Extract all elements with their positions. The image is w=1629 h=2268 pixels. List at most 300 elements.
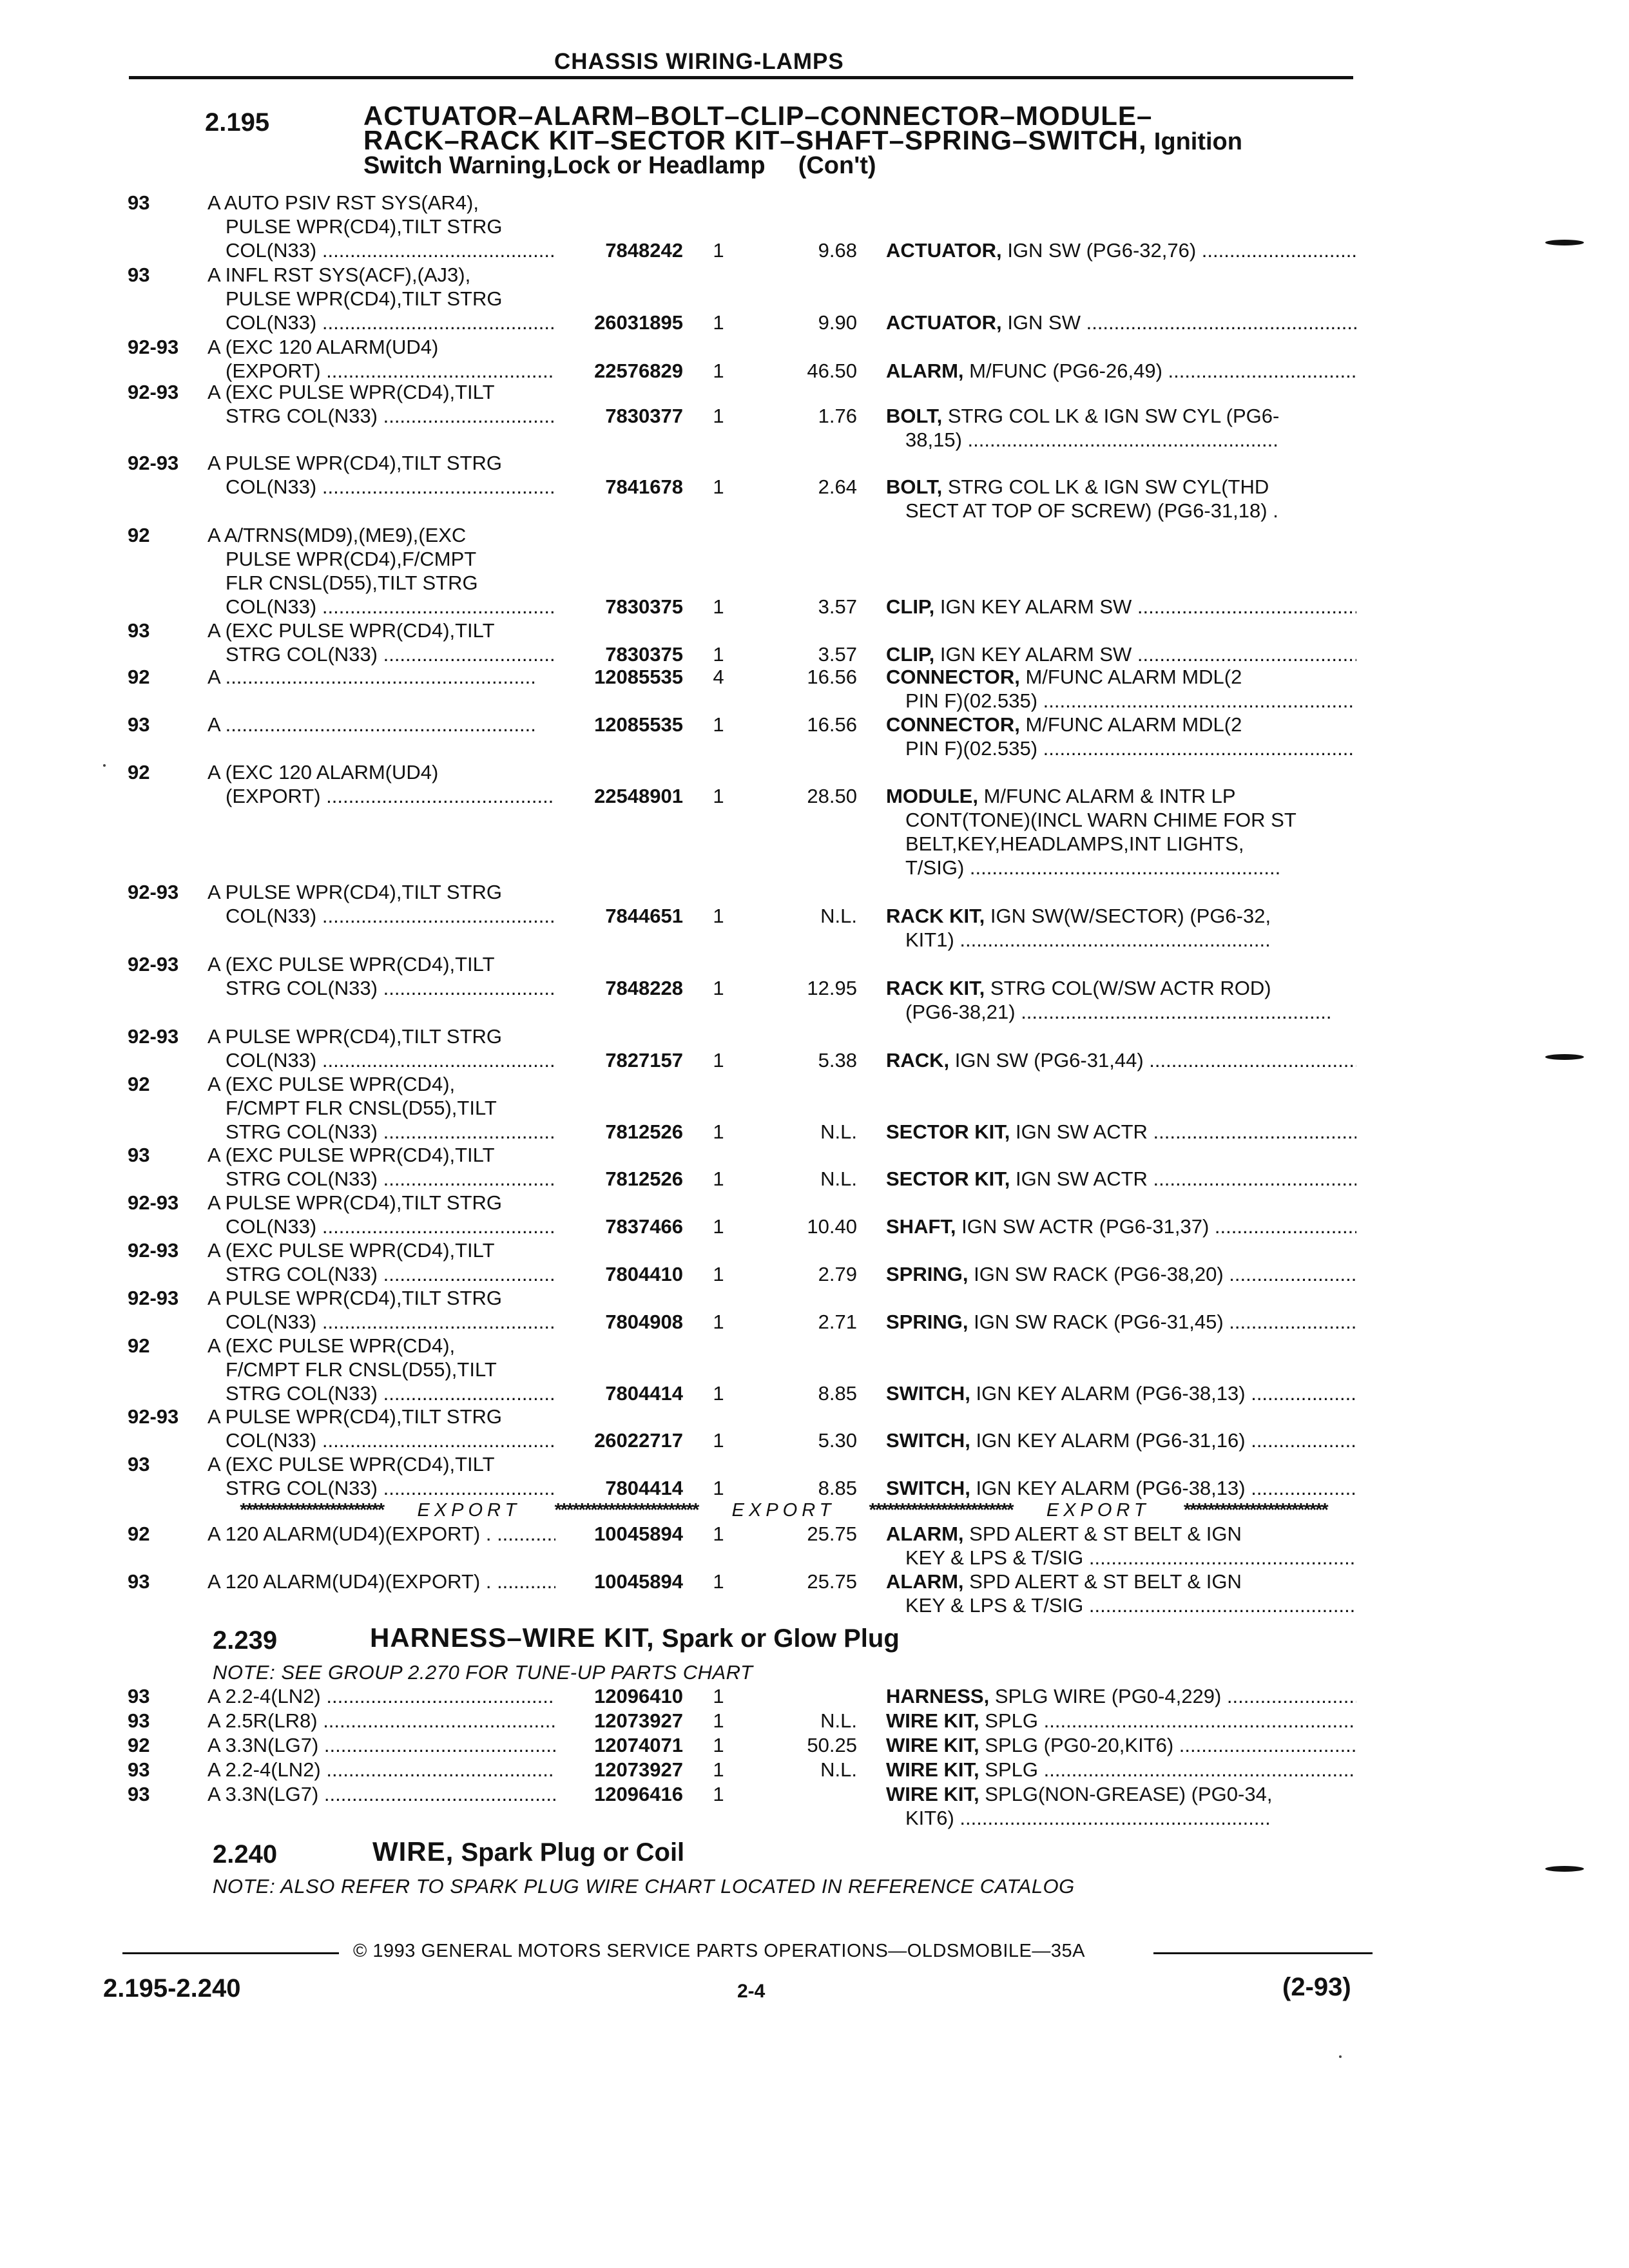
price: 10.40 bbox=[807, 1215, 857, 1238]
section-2240-note: NOTE: ALSO REFER TO SPARK PLUG WIRE CHART LOCATED IN REFERENCE CATALOG bbox=[213, 1875, 1075, 1898]
description-line: COL(N33) ..... bbox=[207, 1428, 555, 1452]
description-line: A PULSE WPR(CD4),TILT STRG bbox=[207, 881, 503, 903]
model-year: 92-93 bbox=[128, 1405, 179, 1428]
part-name-detail: IGN SW (PG6-32,76) bbox=[1007, 239, 1197, 262]
quantity: 1 bbox=[713, 1685, 724, 1707]
description-line: COL(N33) ..... bbox=[207, 1215, 555, 1238]
application-description bbox=[207, 380, 555, 428]
part-name bbox=[886, 1120, 1356, 1144]
section-2195-title bbox=[363, 102, 1242, 180]
part-name-detail: SPLG WIRE (PG0-4,229) bbox=[994, 1685, 1222, 1707]
description-line: A PULSE WPR(CD4),TILT STRG bbox=[207, 1025, 503, 1048]
model-year: 92 bbox=[128, 1734, 150, 1756]
part-name bbox=[886, 1684, 1356, 1708]
part-name-detail: IGN SW ACTR bbox=[1015, 1120, 1148, 1143]
model-year: 92 bbox=[128, 761, 150, 783]
part-name-line bbox=[886, 404, 1356, 428]
part-name-detail: SPLG (PG0-20,KIT6) bbox=[985, 1734, 1174, 1756]
part-name-line bbox=[886, 238, 1356, 262]
part-name bbox=[886, 1048, 1356, 1072]
quantity: 1 bbox=[713, 1709, 724, 1732]
description-line: A (EXC PULSE WPR(CD4),TILT bbox=[207, 381, 495, 403]
quantity: 1 bbox=[713, 1570, 724, 1593]
section-2195-title-line2: RACK–RACK KIT–SECTOR KIT–SHAFT–SPRING–SWITCH, Ignition bbox=[363, 125, 1242, 155]
description-line: A ..... bbox=[207, 713, 555, 736]
scan-speck bbox=[1339, 2055, 1342, 2058]
part-name-detail: IGN SW RACK (PG6-31,45) bbox=[974, 1311, 1224, 1333]
application-description bbox=[207, 952, 555, 1000]
part-name-detail: M/FUNC ALARM MDL(2 bbox=[1025, 713, 1242, 736]
description-line: A (EXC PULSE WPR(CD4), bbox=[207, 1334, 456, 1357]
model-year: 92-93 bbox=[128, 452, 179, 474]
part-number: 7804414 bbox=[605, 1382, 683, 1405]
price: 3.57 bbox=[818, 595, 857, 618]
part-name bbox=[886, 1733, 1356, 1757]
part-name bbox=[886, 359, 1356, 383]
price: 12.95 bbox=[807, 977, 857, 999]
footer-rule-right bbox=[1153, 1952, 1373, 1954]
part-number: 12085535 bbox=[594, 666, 683, 688]
part-number: 12073927 bbox=[594, 1758, 683, 1781]
application-description bbox=[207, 713, 555, 736]
application-description bbox=[207, 880, 555, 928]
part-name-line bbox=[886, 475, 1356, 499]
part-name-line: KEY & LPS & T/SIG ..... bbox=[886, 1546, 1356, 1570]
part-name-keyword: SWITCH, bbox=[886, 1477, 970, 1499]
application-description bbox=[207, 1782, 555, 1806]
model-year: 92-93 bbox=[128, 881, 179, 903]
description-line: A 2.5R(LR8) ..... bbox=[207, 1709, 555, 1733]
application-description bbox=[207, 1758, 555, 1782]
part-name bbox=[886, 475, 1356, 523]
part-number: 7804410 bbox=[605, 1263, 683, 1285]
price: 46.50 bbox=[807, 360, 857, 382]
part-name-keyword: SWITCH, bbox=[886, 1429, 970, 1452]
price: 16.56 bbox=[807, 666, 857, 688]
part-name-line: BELT,KEY,HEADLAMPS,INT LIGHTS, bbox=[905, 832, 1244, 855]
part-name-detail: STRG COL LK & IGN SW CYL(THD bbox=[947, 476, 1269, 498]
part-number: 7848228 bbox=[605, 977, 683, 999]
description-line: A 3.3N(LG7) ..... bbox=[207, 1782, 555, 1806]
footer-rule-left bbox=[122, 1952, 339, 1954]
part-name-line: PIN F)(02.535) ..... bbox=[886, 689, 1356, 713]
quantity: 1 bbox=[713, 1758, 724, 1781]
application-description bbox=[207, 1522, 555, 1546]
description-line: STRG COL(N33) ..... bbox=[207, 1262, 555, 1286]
footer-date-code: (2-93) bbox=[1282, 1973, 1351, 2001]
footer-section-range: 2.195-2.240 bbox=[103, 1974, 241, 2003]
part-number: 22548901 bbox=[594, 785, 683, 807]
description-line: A INFL RST SYS(ACF),(AJ3), bbox=[207, 264, 471, 286]
description-line: A 120 ALARM(UD4)(EXPORT) . ..... bbox=[207, 1570, 555, 1593]
application-description bbox=[207, 1072, 555, 1144]
part-name-keyword: ALARM, bbox=[886, 1570, 964, 1593]
description-line: STRG COL(N33) ..... bbox=[207, 642, 555, 666]
application-description bbox=[207, 1405, 555, 1452]
part-name-line bbox=[886, 1310, 1356, 1334]
header-rule bbox=[129, 76, 1353, 79]
part-name bbox=[886, 1570, 1356, 1617]
description-line: A PULSE WPR(CD4),TILT STRG bbox=[207, 1191, 503, 1214]
description-line: A ..... bbox=[207, 665, 555, 689]
part-name-keyword: MODULE, bbox=[886, 785, 978, 807]
part-name bbox=[886, 665, 1356, 713]
description-line: F/CMPT FLR CNSL(D55),TILT bbox=[226, 1097, 497, 1119]
part-name-line bbox=[886, 665, 1356, 689]
section-2240-number: 2.240 bbox=[213, 1840, 278, 1869]
description-line: A (EXC 120 ALARM(UD4) bbox=[207, 761, 439, 783]
application-description bbox=[207, 1286, 555, 1334]
part-name bbox=[886, 1782, 1356, 1830]
section-2195-title-line1: ACTUATOR–ALARM–BOLT–CLIP–CONNECTOR–MODULE– bbox=[363, 101, 1153, 131]
model-year: 92-93 bbox=[128, 953, 179, 975]
quantity: 1 bbox=[713, 476, 724, 498]
part-name bbox=[886, 1215, 1356, 1238]
description-line: STRG COL(N33) ..... bbox=[207, 1120, 555, 1144]
part-number: 22576829 bbox=[594, 360, 683, 382]
description-line: A 2.2-4(LN2) ..... bbox=[207, 1758, 555, 1782]
part-number: 7841678 bbox=[605, 476, 683, 498]
description-line: A 3.3N(LG7) ..... bbox=[207, 1733, 555, 1757]
footer-page-number: 2-4 bbox=[737, 1981, 766, 2002]
part-name-keyword: SECTOR KIT, bbox=[886, 1168, 1010, 1190]
description-line: A A/TRNS(MD9),(ME9),(EXC bbox=[207, 524, 467, 546]
export-label-1: EXPORT bbox=[417, 1500, 521, 1521]
price: N.L. bbox=[820, 905, 857, 927]
section-2195-title-line3: Switch Warning,Lock or Headlamp (Con't) bbox=[363, 152, 876, 179]
part-name-keyword: RACK KIT, bbox=[886, 905, 985, 927]
export-label-3: EXPORT bbox=[1046, 1500, 1150, 1521]
model-year: 93 bbox=[128, 1709, 150, 1732]
application-description bbox=[207, 665, 555, 689]
quantity: 1 bbox=[713, 1168, 724, 1190]
description-line: A AUTO PSIV RST SYS(AR4), bbox=[207, 191, 479, 214]
part-name-keyword: CONNECTOR, bbox=[886, 713, 1020, 736]
model-year: 92-93 bbox=[128, 1239, 179, 1262]
price: 16.56 bbox=[807, 713, 857, 736]
part-name-detail: IGN SW ACTR (PG6-31,37) bbox=[961, 1215, 1210, 1238]
application-description bbox=[207, 1334, 555, 1405]
quantity: 1 bbox=[713, 405, 724, 427]
description-line: (EXPORT) ..... bbox=[207, 784, 555, 808]
price: N.L. bbox=[820, 1709, 857, 1732]
export-label-2: EXPORT bbox=[731, 1500, 836, 1521]
description-line: A (EXC PULSE WPR(CD4),TILT bbox=[207, 1239, 495, 1262]
model-year: 93 bbox=[128, 191, 150, 214]
part-name-detail: IGN SW(W/SECTOR) (PG6-32, bbox=[990, 905, 1271, 927]
quantity: 1 bbox=[713, 905, 724, 927]
description-line: FLR CNSL(D55),TILT STRG bbox=[226, 572, 478, 594]
quantity: 1 bbox=[713, 360, 724, 382]
scan-mark bbox=[1545, 1866, 1584, 1872]
application-description bbox=[207, 451, 555, 499]
part-name-line bbox=[886, 1215, 1356, 1238]
part-name-detail: SPLG bbox=[985, 1758, 1039, 1781]
part-name bbox=[886, 1758, 1356, 1782]
quantity: 4 bbox=[713, 666, 724, 688]
price: 25.75 bbox=[807, 1570, 857, 1593]
quantity: 1 bbox=[713, 1477, 724, 1499]
description-line: A 2.2-4(LN2) ..... bbox=[207, 1684, 555, 1708]
part-name-detail: SPD ALERT & ST BELT & IGN bbox=[969, 1570, 1242, 1593]
price: N.L. bbox=[820, 1758, 857, 1781]
application-description bbox=[207, 619, 555, 666]
part-name-detail: SPLG(NON-GREASE) (PG0-34, bbox=[985, 1783, 1273, 1805]
part-name-keyword: ACTUATOR, bbox=[886, 311, 1002, 334]
part-name-keyword: HARNESS, bbox=[886, 1685, 990, 1707]
footer-copyright: © 1993 GENERAL MOTORS SERVICE PARTS OPERATIONS—OLDSMOBILE—35A bbox=[353, 1941, 1085, 1961]
part-name-keyword: RACK KIT, bbox=[886, 977, 985, 999]
part-name-line bbox=[886, 1782, 1356, 1806]
part-name-line bbox=[886, 1048, 1356, 1072]
part-name-line bbox=[886, 595, 1356, 619]
description-line: STRG COL(N33) ..... bbox=[207, 1476, 555, 1500]
quantity: 1 bbox=[713, 785, 724, 807]
part-name bbox=[886, 1428, 1356, 1452]
price: 2.71 bbox=[818, 1311, 857, 1333]
part-name-keyword: CLIP, bbox=[886, 643, 935, 666]
part-name-line: T/SIG) ..... bbox=[886, 856, 1356, 879]
part-name-line bbox=[886, 1709, 1356, 1733]
price: 9.90 bbox=[818, 311, 857, 334]
description-line: A PULSE WPR(CD4),TILT STRG bbox=[207, 1405, 503, 1428]
description-line: F/CMPT FLR CNSL(D55),TILT bbox=[226, 1358, 497, 1381]
part-name-keyword: SPRING, bbox=[886, 1263, 969, 1285]
part-number: 7804908 bbox=[605, 1311, 683, 1333]
quantity: 1 bbox=[713, 1429, 724, 1452]
section-2195-number: 2.195 bbox=[205, 108, 270, 137]
part-name bbox=[886, 904, 1356, 952]
part-number: 7837466 bbox=[605, 1215, 683, 1238]
part-name-detail: IGN KEY ALARM SW bbox=[940, 643, 1132, 666]
part-name-detail: IGN KEY ALARM (PG6-31,16) bbox=[976, 1429, 1246, 1452]
model-year: 93 bbox=[128, 1783, 150, 1805]
price: 2.64 bbox=[818, 476, 857, 498]
part-name bbox=[886, 1522, 1356, 1570]
part-name-detail: M/FUNC ALARM & INTR LP bbox=[983, 785, 1236, 807]
part-name-line bbox=[886, 1684, 1356, 1708]
part-name-line bbox=[886, 1733, 1356, 1757]
model-year: 92 bbox=[128, 1334, 150, 1357]
part-name bbox=[886, 1381, 1356, 1405]
model-year: 93 bbox=[128, 1685, 150, 1707]
part-name-detail: IGN SW RACK (PG6-38,20) bbox=[974, 1263, 1224, 1285]
part-name-keyword: SPRING, bbox=[886, 1311, 969, 1333]
part-name bbox=[886, 1167, 1356, 1191]
application-description bbox=[207, 191, 555, 262]
export-divider: ************************ EXPORT ************************ EXPORT ************************ EXPORT ************************ bbox=[240, 1500, 1327, 1521]
price: N.L. bbox=[820, 1120, 857, 1143]
part-name-line: PIN F)(02.535) ..... bbox=[886, 736, 1356, 760]
part-name-line bbox=[886, 311, 1356, 334]
description-line: A (EXC 120 ALARM(UD4) bbox=[207, 336, 439, 358]
description-line: COL(N33) ..... bbox=[207, 475, 555, 499]
model-year: 93 bbox=[128, 1453, 150, 1475]
description-line: STRG COL(N33) ..... bbox=[207, 404, 555, 428]
description-line: COL(N33) ..... bbox=[207, 311, 555, 334]
quantity: 1 bbox=[713, 1215, 724, 1238]
description-line: PULSE WPR(CD4),TILT STRG bbox=[226, 287, 503, 310]
application-description bbox=[207, 1570, 555, 1593]
part-name bbox=[886, 238, 1356, 262]
quantity: 1 bbox=[713, 1734, 724, 1756]
part-number: 12096410 bbox=[594, 1685, 683, 1707]
model-year: 93 bbox=[128, 1144, 150, 1166]
part-name-line bbox=[886, 1758, 1356, 1782]
part-number: 7830377 bbox=[605, 405, 683, 427]
application-description bbox=[207, 1238, 555, 1286]
part-name bbox=[886, 1310, 1356, 1334]
part-name-detail: IGN KEY ALARM (PG6-38,13) bbox=[976, 1382, 1246, 1405]
part-name-line bbox=[886, 713, 1356, 736]
part-number: 7812526 bbox=[605, 1168, 683, 1190]
description-line: PULSE WPR(CD4),TILT STRG bbox=[226, 215, 503, 238]
part-name bbox=[886, 404, 1356, 452]
part-name-keyword: WIRE KIT, bbox=[886, 1734, 979, 1756]
application-description bbox=[207, 1191, 555, 1238]
price: 8.85 bbox=[818, 1477, 857, 1499]
price: 25.75 bbox=[807, 1523, 857, 1545]
part-name-keyword: WIRE KIT, bbox=[886, 1709, 979, 1732]
part-name-keyword: ACTUATOR, bbox=[886, 239, 1002, 262]
part-name-detail: STRG COL(W/SW ACTR ROD) bbox=[990, 977, 1271, 999]
part-name-detail: M/FUNC ALARM MDL(2 bbox=[1025, 666, 1242, 688]
section-2239-note: NOTE: SEE GROUP 2.270 FOR TUNE-UP PARTS CHART bbox=[213, 1661, 753, 1684]
part-number: 12073927 bbox=[594, 1709, 683, 1732]
part-name bbox=[886, 595, 1356, 619]
model-year: 92-93 bbox=[128, 381, 179, 403]
part-name-keyword: ALARM, bbox=[886, 360, 964, 382]
description-line: A PULSE WPR(CD4),TILT STRG bbox=[207, 1287, 503, 1309]
page-header-title: CHASSIS WIRING-LAMPS bbox=[554, 49, 844, 74]
model-year: 93 bbox=[128, 1758, 150, 1781]
description-line: COL(N33) ..... bbox=[207, 1310, 555, 1334]
part-name-line: SECT AT TOP OF SCREW) (PG6-31,18) . bbox=[905, 499, 1278, 522]
part-name-line bbox=[886, 1167, 1356, 1191]
quantity: 1 bbox=[713, 1783, 724, 1805]
quantity: 1 bbox=[713, 1311, 724, 1333]
part-name-keyword: BOLT, bbox=[886, 405, 943, 427]
application-description bbox=[207, 263, 555, 334]
scan-speck bbox=[103, 764, 106, 767]
part-number: 12074071 bbox=[594, 1734, 683, 1756]
part-name-line: KEY & LPS & T/SIG ..... bbox=[886, 1593, 1356, 1617]
part-name-keyword: SHAFT, bbox=[886, 1215, 956, 1238]
model-year: 92-93 bbox=[128, 336, 179, 358]
application-description bbox=[207, 1709, 555, 1733]
application-description bbox=[207, 523, 555, 619]
part-name-line bbox=[886, 1381, 1356, 1405]
quantity: 1 bbox=[713, 1263, 724, 1285]
model-year: 93 bbox=[128, 619, 150, 642]
model-year: 92 bbox=[128, 524, 150, 546]
part-number: 10045894 bbox=[594, 1523, 683, 1545]
part-name-keyword: SECTOR KIT, bbox=[886, 1120, 1010, 1143]
part-number: 12096416 bbox=[594, 1783, 683, 1805]
part-name bbox=[886, 642, 1356, 666]
description-line: COL(N33) ..... bbox=[207, 1048, 555, 1072]
part-number: 7844651 bbox=[605, 905, 683, 927]
model-year: 93 bbox=[128, 264, 150, 286]
part-number: 10045894 bbox=[594, 1570, 683, 1593]
description-line: (EXPORT) ..... bbox=[207, 359, 555, 383]
part-name-detail: IGN KEY ALARM SW bbox=[940, 595, 1132, 618]
application-description bbox=[207, 335, 555, 383]
price: 3.57 bbox=[818, 643, 857, 666]
description-line: A PULSE WPR(CD4),TILT STRG bbox=[207, 452, 503, 474]
description-line: STRG COL(N33) ..... bbox=[207, 1381, 555, 1405]
part-number: 7830375 bbox=[605, 643, 683, 666]
application-description bbox=[207, 1733, 555, 1757]
application-description bbox=[207, 760, 555, 808]
description-line: A (EXC PULSE WPR(CD4),TILT bbox=[207, 953, 495, 975]
part-number: 12085535 bbox=[594, 713, 683, 736]
part-name bbox=[886, 784, 1356, 879]
description-line: A (EXC PULSE WPR(CD4),TILT bbox=[207, 1144, 495, 1166]
price: 5.30 bbox=[818, 1429, 857, 1452]
quantity: 1 bbox=[713, 1049, 724, 1072]
description-line: A (EXC PULSE WPR(CD4), bbox=[207, 1073, 456, 1095]
part-name-detail: STRG COL LK & IGN SW CYL (PG6- bbox=[947, 405, 1280, 427]
model-year: 92 bbox=[128, 666, 150, 688]
part-name-keyword: RACK, bbox=[886, 1049, 950, 1072]
part-name-line bbox=[886, 1120, 1356, 1144]
description-line: A (EXC PULSE WPR(CD4),TILT bbox=[207, 1453, 495, 1475]
price: 1.76 bbox=[818, 405, 857, 427]
quantity: 1 bbox=[713, 1523, 724, 1545]
description-line: STRG COL(N33) ..... bbox=[207, 1167, 555, 1191]
description-line: COL(N33) ..... bbox=[207, 595, 555, 619]
part-number: 7848242 bbox=[605, 239, 683, 262]
part-name bbox=[886, 1476, 1356, 1500]
section-2239-number: 2.239 bbox=[213, 1626, 278, 1655]
price: 50.25 bbox=[807, 1734, 857, 1756]
part-name-line bbox=[886, 976, 1356, 1000]
model-year: 92-93 bbox=[128, 1025, 179, 1048]
part-name-detail: IGN SW bbox=[1007, 311, 1081, 334]
model-year: 92 bbox=[128, 1073, 150, 1095]
part-name-line: KIT1) ..... bbox=[886, 928, 1356, 952]
part-name-line bbox=[886, 1262, 1356, 1286]
quantity: 1 bbox=[713, 977, 724, 999]
part-number: 7830375 bbox=[605, 595, 683, 618]
scan-mark bbox=[1545, 240, 1584, 245]
quantity: 1 bbox=[713, 713, 724, 736]
application-description bbox=[207, 1684, 555, 1708]
part-name-detail: M/FUNC (PG6-26,49) bbox=[969, 360, 1162, 382]
part-name-keyword: CONNECTOR, bbox=[886, 666, 1020, 688]
part-name-keyword: BOLT, bbox=[886, 476, 943, 498]
part-number: 7812526 bbox=[605, 1120, 683, 1143]
part-name-line bbox=[886, 1476, 1356, 1500]
part-name-line bbox=[886, 1522, 1356, 1546]
part-name-keyword: WIRE KIT, bbox=[886, 1783, 979, 1805]
price: 9.68 bbox=[818, 239, 857, 262]
quantity: 1 bbox=[713, 239, 724, 262]
model-year: 93 bbox=[128, 1570, 150, 1593]
model-year: 92-93 bbox=[128, 1191, 179, 1214]
description-line: STRG COL(N33) ..... bbox=[207, 976, 555, 1000]
part-name-line bbox=[886, 784, 1356, 808]
application-description bbox=[207, 1024, 555, 1072]
section-2239-title: HARNESS–WIRE KIT, Spark or Glow Plug bbox=[370, 1622, 900, 1653]
part-name-line: CONT(TONE)(INCL WARN CHIME FOR ST bbox=[905, 809, 1296, 831]
part-name-line: KIT6) ..... bbox=[886, 1806, 1356, 1830]
part-name-line bbox=[886, 642, 1356, 666]
description-line: COL(N33) ..... bbox=[207, 238, 555, 262]
description-line: A (EXC PULSE WPR(CD4),TILT bbox=[207, 619, 495, 642]
part-name-line bbox=[886, 1570, 1356, 1593]
